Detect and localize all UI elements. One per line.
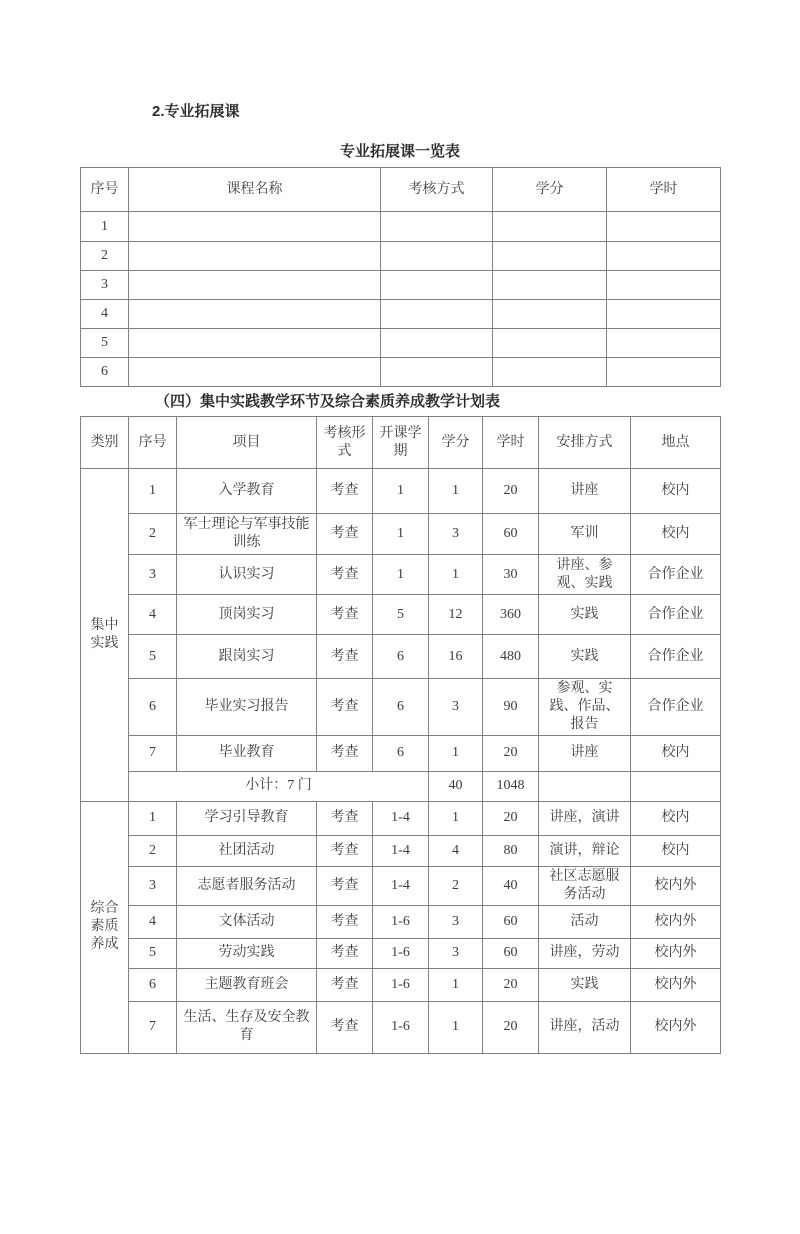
table-row xyxy=(81,242,721,271)
cell-no: 1 xyxy=(81,212,129,242)
cell-semester: 1 xyxy=(373,514,429,555)
cell-semester: 6 xyxy=(373,735,429,771)
table-row xyxy=(81,1001,721,1053)
section-heading-4: （四）集中实践教学环节及综合素质养成教学计划表 xyxy=(155,393,501,410)
cell-hours: 20 xyxy=(483,801,539,835)
cell-credit: 16 xyxy=(429,635,483,679)
cell-semester: 1 xyxy=(373,555,429,595)
cell-semester: 1-6 xyxy=(373,1001,429,1053)
cell-project: 入学教育 xyxy=(177,469,317,514)
cell-semester: 1-4 xyxy=(373,801,429,835)
subtotal-row xyxy=(81,771,721,801)
cell-project: 志愿者服务活动 xyxy=(177,866,317,905)
cell-exam-form: 考查 xyxy=(317,835,373,866)
cell-semester: 6 xyxy=(373,635,429,679)
table-row xyxy=(81,555,721,595)
cell-project: 生活、生存及安全教育 xyxy=(177,1001,317,1053)
cell-arrangement: 实践 xyxy=(539,595,631,635)
cell-exam-form: 考查 xyxy=(317,968,373,1001)
header-cell-course: 课程名称 xyxy=(129,168,381,212)
header-cell-hours: 学时 xyxy=(483,417,539,469)
cell-credit: 4 xyxy=(429,835,483,866)
group-comprehensive-quality xyxy=(81,801,721,1053)
cell-semester: 1-6 xyxy=(373,905,429,938)
table-row xyxy=(81,968,721,1001)
cell-exam-form: 考查 xyxy=(317,938,373,968)
cell-semester: 1-6 xyxy=(373,938,429,968)
cell-project: 认识实习 xyxy=(177,555,317,595)
table-header-row xyxy=(81,168,721,212)
cell-location xyxy=(631,771,721,801)
cell-semester: 1 xyxy=(373,469,429,514)
cell-arrangement: 演讲，辩论 xyxy=(539,835,631,866)
cell-credit xyxy=(493,329,607,358)
cell-credit: 3 xyxy=(429,679,483,736)
cell-location: 校内外 xyxy=(631,866,721,905)
cell-location: 合作企业 xyxy=(631,679,721,736)
cell-exam-form: 考查 xyxy=(317,1001,373,1053)
cell-semester: 6 xyxy=(373,679,429,736)
cell-location: 合作企业 xyxy=(631,635,721,679)
expansion-course-table xyxy=(80,167,721,387)
subtotal-credit: 40 xyxy=(429,771,483,801)
header-cell-project: 项目 xyxy=(177,417,317,469)
cell-credit: 3 xyxy=(429,514,483,555)
cell-no: 3 xyxy=(81,271,129,300)
cell-arrangement: 实践 xyxy=(539,968,631,1001)
cell-exam-form: 考查 xyxy=(317,801,373,835)
cell-semester: 1-4 xyxy=(373,835,429,866)
cell-no: 5 xyxy=(81,329,129,358)
cell-course xyxy=(129,358,381,387)
header-cell-location: 地点 xyxy=(631,417,721,469)
cell-arrangement: 讲座 xyxy=(539,469,631,514)
cell-hours: 480 xyxy=(483,635,539,679)
cell-credit xyxy=(493,358,607,387)
cell-arrangement: 讲座 xyxy=(539,735,631,771)
table-row xyxy=(81,358,721,387)
header-cell-credit: 学分 xyxy=(493,168,607,212)
cell-exam-form: 考查 xyxy=(317,635,373,679)
category-cell: 集中实践 xyxy=(81,469,129,802)
cell-exam-form: 考查 xyxy=(317,595,373,635)
group-concentrated-practice xyxy=(81,469,721,802)
header-cell-semester: 开课学期 xyxy=(373,417,429,469)
cell-arrangement: 实践 xyxy=(539,635,631,679)
cell-exam xyxy=(381,329,493,358)
cell-exam xyxy=(381,242,493,271)
cell-project: 毕业实习报告 xyxy=(177,679,317,736)
cell-location: 校内 xyxy=(631,801,721,835)
cell-location: 校内外 xyxy=(631,968,721,1001)
cell-hours: 80 xyxy=(483,835,539,866)
cell-credit xyxy=(493,300,607,329)
cell-hours: 30 xyxy=(483,555,539,595)
cell-hours xyxy=(607,300,721,329)
cell-arrangement: 讲座、参观、实践 xyxy=(539,555,631,595)
cell-hours: 20 xyxy=(483,1001,539,1053)
cell-arrangement: 讲座，劳动 xyxy=(539,938,631,968)
cell-credit xyxy=(493,271,607,300)
table-row xyxy=(81,635,721,679)
cell-arrangement: 活动 xyxy=(539,905,631,938)
table-row xyxy=(81,905,721,938)
cell-credit: 12 xyxy=(429,595,483,635)
cell-location: 校内外 xyxy=(631,1001,721,1053)
table-row xyxy=(81,514,721,555)
cell-location: 校内 xyxy=(631,514,721,555)
cell-hours xyxy=(607,329,721,358)
cell-location: 合作企业 xyxy=(631,595,721,635)
cell-exam-form: 考查 xyxy=(317,866,373,905)
cell-project: 社团活动 xyxy=(177,835,317,866)
cell-project: 军士理论与军事技能训练 xyxy=(177,514,317,555)
cell-no: 1 xyxy=(129,801,177,835)
table-row xyxy=(81,835,721,866)
cell-no: 5 xyxy=(129,635,177,679)
cell-course xyxy=(129,212,381,242)
cell-exam-form: 考查 xyxy=(317,679,373,736)
subtotal-label: 小计：7 门 xyxy=(129,771,429,801)
table-row xyxy=(81,735,721,771)
table-row xyxy=(81,300,721,329)
cell-no: 3 xyxy=(129,555,177,595)
cell-exam-form: 考查 xyxy=(317,905,373,938)
cell-course xyxy=(129,300,381,329)
cell-hours: 60 xyxy=(483,514,539,555)
cell-hours: 20 xyxy=(483,968,539,1001)
cell-location: 校内外 xyxy=(631,905,721,938)
table-header-row xyxy=(81,417,721,469)
cell-no: 2 xyxy=(81,242,129,271)
cell-credit: 2 xyxy=(429,866,483,905)
cell-credit: 1 xyxy=(429,555,483,595)
cell-location: 校内 xyxy=(631,835,721,866)
cell-arrangement: 讲座，演讲 xyxy=(539,801,631,835)
cell-exam xyxy=(381,358,493,387)
table-row xyxy=(81,469,721,514)
header-cell-arrangement: 安排方式 xyxy=(539,417,631,469)
cell-no: 6 xyxy=(129,679,177,736)
cell-project: 主题教育班会 xyxy=(177,968,317,1001)
cell-no: 4 xyxy=(129,905,177,938)
cell-location: 合作企业 xyxy=(631,555,721,595)
cell-arrangement: 参观、实践、作品、报告 xyxy=(539,679,631,736)
cell-no: 6 xyxy=(129,968,177,1001)
cell-location: 校内 xyxy=(631,735,721,771)
cell-hours: 360 xyxy=(483,595,539,635)
cell-course xyxy=(129,329,381,358)
cell-location: 校内外 xyxy=(631,938,721,968)
cell-course xyxy=(129,271,381,300)
table-row xyxy=(81,938,721,968)
cell-no: 4 xyxy=(129,595,177,635)
cell-hours: 60 xyxy=(483,905,539,938)
table-row xyxy=(81,271,721,300)
table-row xyxy=(81,595,721,635)
header-cell-credit: 学分 xyxy=(429,417,483,469)
cell-credit xyxy=(493,242,607,271)
cell-semester: 1-6 xyxy=(373,968,429,1001)
cell-semester: 1-4 xyxy=(373,866,429,905)
header-cell-no: 序号 xyxy=(81,168,129,212)
table-row xyxy=(81,212,721,242)
table-row xyxy=(81,801,721,835)
cell-credit: 1 xyxy=(429,469,483,514)
cell-credit: 3 xyxy=(429,905,483,938)
cell-hours: 40 xyxy=(483,866,539,905)
cell-project: 跟岗实习 xyxy=(177,635,317,679)
cell-exam xyxy=(381,271,493,300)
cell-semester: 5 xyxy=(373,595,429,635)
cell-exam xyxy=(381,212,493,242)
document-page xyxy=(80,103,720,1054)
practice-teaching-plan-table xyxy=(80,416,721,1054)
cell-arrangement: 社区志愿服务活动 xyxy=(539,866,631,905)
table-row xyxy=(81,329,721,358)
cell-hours xyxy=(607,358,721,387)
table1-title: 专业拓展课一览表 xyxy=(339,143,460,160)
header-cell-exam: 考核方式 xyxy=(381,168,493,212)
cell-no: 3 xyxy=(129,866,177,905)
table-row xyxy=(81,679,721,736)
cell-course xyxy=(129,242,381,271)
cell-no: 2 xyxy=(129,835,177,866)
cell-credit: 1 xyxy=(429,735,483,771)
cell-credit xyxy=(493,212,607,242)
cell-credit: 1 xyxy=(429,968,483,1001)
cell-arrangement xyxy=(539,771,631,801)
cell-project: 文体活动 xyxy=(177,905,317,938)
cell-no: 6 xyxy=(81,358,129,387)
header-cell-hours: 学时 xyxy=(607,168,721,212)
header-cell-category: 类别 xyxy=(81,417,129,469)
cell-hours: 60 xyxy=(483,938,539,968)
cell-project: 顶岗实习 xyxy=(177,595,317,635)
cell-exam-form: 考查 xyxy=(317,514,373,555)
subtotal-hours: 1048 xyxy=(483,771,539,801)
cell-arrangement: 军训 xyxy=(539,514,631,555)
cell-no: 5 xyxy=(129,938,177,968)
cell-hours: 90 xyxy=(483,679,539,736)
cell-no: 1 xyxy=(129,469,177,514)
cell-hours xyxy=(607,242,721,271)
category-cell: 综合素质养成 xyxy=(81,801,129,1053)
header-cell-exam-form: 考核形式 xyxy=(317,417,373,469)
cell-project: 劳动实践 xyxy=(177,938,317,968)
cell-no: 2 xyxy=(129,514,177,555)
cell-hours: 20 xyxy=(483,735,539,771)
cell-project: 毕业教育 xyxy=(177,735,317,771)
cell-no: 4 xyxy=(81,300,129,329)
cell-credit: 3 xyxy=(429,938,483,968)
cell-credit: 1 xyxy=(429,1001,483,1053)
cell-exam xyxy=(381,300,493,329)
cell-hours xyxy=(607,212,721,242)
header-cell-no: 序号 xyxy=(129,417,177,469)
cell-exam-form: 考查 xyxy=(317,469,373,514)
table-row xyxy=(81,866,721,905)
cell-hours: 20 xyxy=(483,469,539,514)
cell-project: 学习引导教育 xyxy=(177,801,317,835)
cell-exam-form: 考查 xyxy=(317,735,373,771)
cell-arrangement: 讲座，活动 xyxy=(539,1001,631,1053)
cell-exam-form: 考查 xyxy=(317,555,373,595)
cell-no: 7 xyxy=(129,735,177,771)
cell-no: 7 xyxy=(129,1001,177,1053)
cell-location: 校内 xyxy=(631,469,721,514)
cell-hours xyxy=(607,271,721,300)
section-heading: 2.专业拓展课 xyxy=(152,103,240,120)
cell-credit: 1 xyxy=(429,801,483,835)
